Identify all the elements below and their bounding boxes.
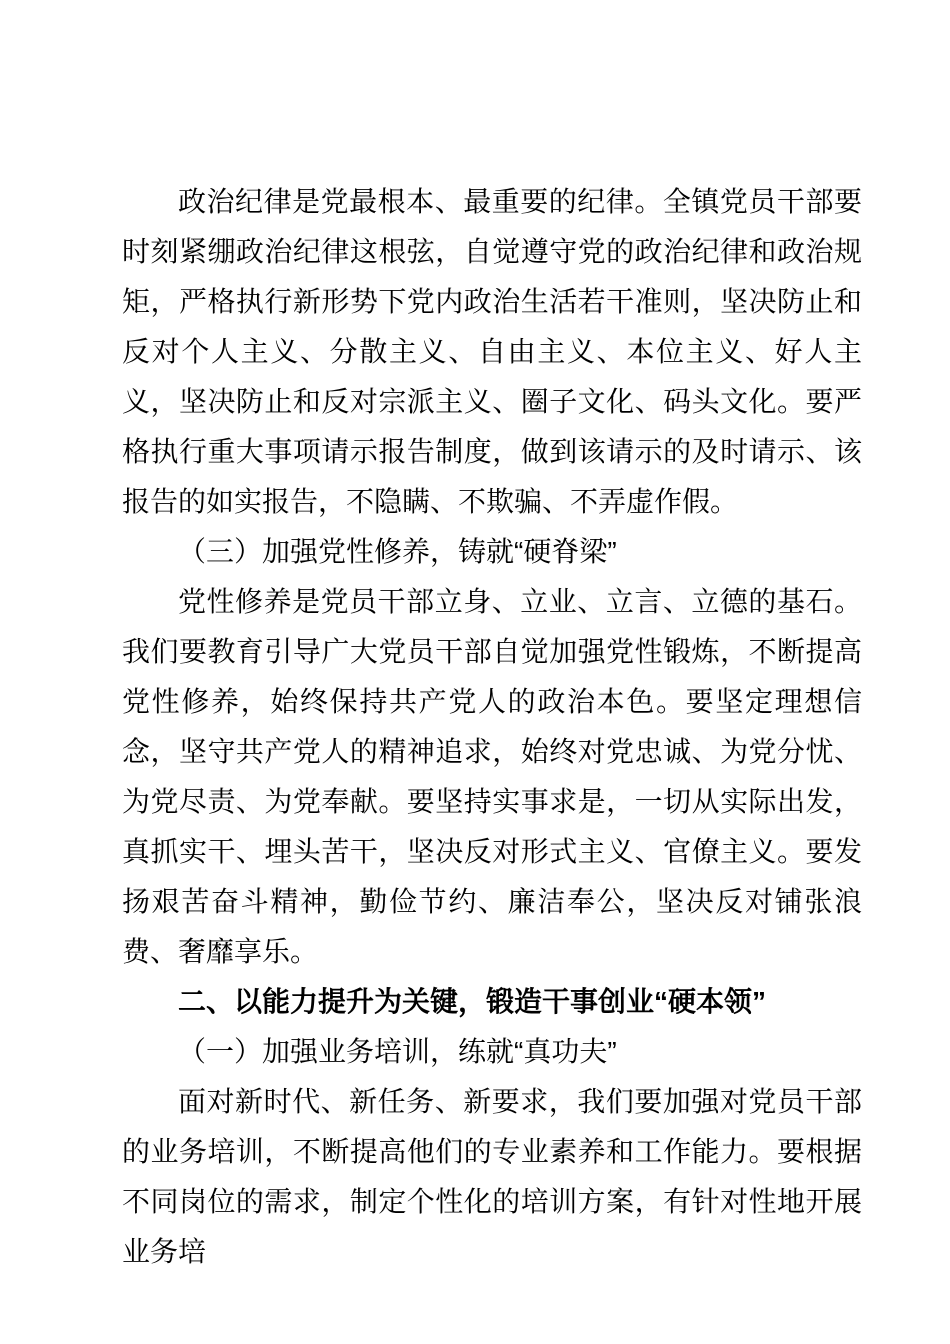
paragraph-business-training: 面对新时代、新任务、新要求，我们要加强对党员干部的业务培训，不断提高他们的专业素养和工作能力。要根据不同岗位的需求，制定个性化的培训方案，有针对性地开展业务培 <box>122 1086 862 1267</box>
subheading-section-1-3-party-spirit: （三）加强党性修养，铸就“硬脊梁” <box>178 536 617 567</box>
paragraph-party-spirit-cultivation: 党性修养是党员干部立身、立业、立言、立德的基石。我们要教育引导广大党员干部自觉加强党性锻炼，不断提高党性修养，始终保持共产党人的政治本色。要坚定理想信念，坚守共产党人的精神追求，始终对党忠诚、为党分忧、为党尽责、为党奉献。要坚持实事求是，一切从实际出发，真抓实干、埋头苦干，坚决反对形式主义、官僚主义。要发扬艰苦奋斗精神，勤俭节约、廉洁奉公，坚决反对铺张浪费、奢靡享乐。 <box>122 586 862 967</box>
heading-section-2-capability: 二、以能力提升为关键，锻造干事创业“硬本领” <box>178 986 767 1017</box>
paragraph-political-discipline: 政治纪律是党最根本、最重要的纪律。全镇党员干部要时刻紧绷政治纪律这根弦，自觉遵守党的政治纪律和政治规矩，严格执行新形势下党内政治生活若干准则，坚决防止和反对个人主义、分散主义、自由主义、本位主义、好人主义，坚决防止和反对宗派主义、圈子文化、码头文化。要严格执行重大事项请示报告制度，做到该请示的及时请示、该报告的如实报告，不隐瞒、不欺骗、不弄虚作假。 <box>122 186 862 517</box>
subheading-section-2-1-business-training: （一）加强业务培训，练就“真功夫” <box>178 1036 617 1067</box>
